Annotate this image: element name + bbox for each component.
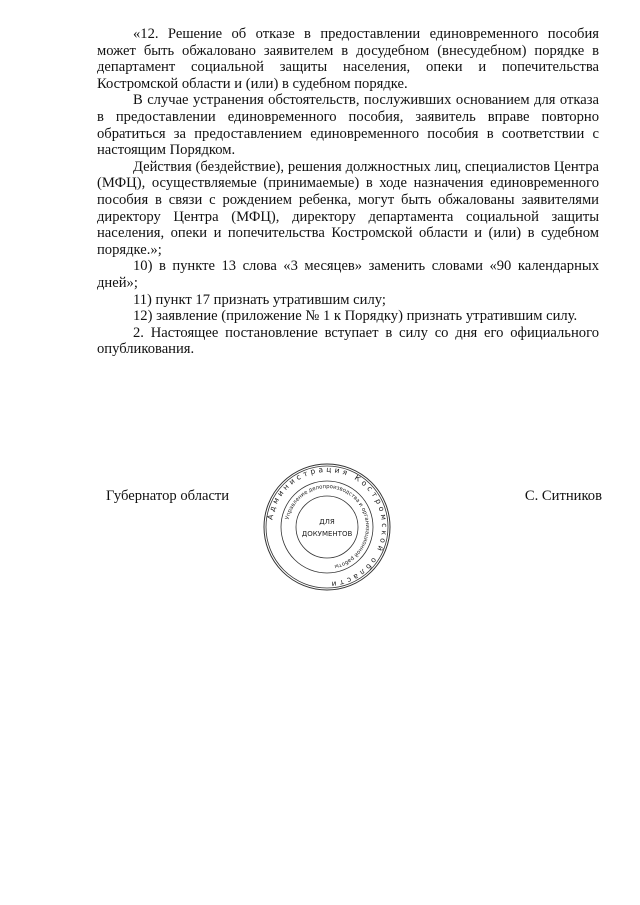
stamp-center-line2: ДОКУМЕНТОВ	[301, 530, 353, 538]
paragraph-item-11: 11) пункт 17 признать утратившим силу;	[133, 291, 386, 308]
stamp-inner-text: Управление делопроизводства и организационной работы	[284, 483, 371, 570]
paragraph-actions: Действия (бездействие), решения должностных лиц, специалистов Центра (МФЦ), осуществляемые (принимаемые) в ходе назначения единовременного пособия в связи с рождением ребенка, могут быть обжалованы заявителями директору Центра (МФЦ), директору департамента социальной защиты населения, опеки и попечительства Костромской области и (или) в судебном порядке.»;	[97, 158, 599, 258]
paragraph-reapply: В случае устранения обстоятельств, послуживших основанием для отказа в предоставлении единовременного пособия, заявитель вправе повторно обратиться за предоставлением единовременного пособия в соответствии с настоящим Порядком.	[97, 92, 599, 159]
official-stamp	[262, 462, 392, 592]
paragraph-item-10: 10) в пункте 13 слова «3 месяцев» заменить словами «90 календарных дней»;	[97, 258, 599, 291]
stamp-center-line1: ДЛЯ	[319, 518, 335, 526]
document-body	[97, 26, 599, 358]
signatory-name: С. Ситников	[524, 488, 602, 504]
signatory-position: Губернатор области	[106, 488, 230, 504]
paragraph-item-12: 12) заявление (приложение № 1 к Порядку) признать утратившим силу.	[133, 308, 578, 325]
paragraph-effective: 2. Настоящее постановление вступает в силу со дня его официального опубликования.	[97, 324, 599, 358]
paragraph-appeal: «12. Решение об отказе в предоставлении единовременного пособия может быть обжаловано заявителем в досудебном (внесудебном) порядке в департамент социальной защиты населения, опеки и попечительства Костромской области и (или) в судебном порядке.	[97, 26, 599, 92]
stamp-outer-text: Администрация Костромской области	[265, 464, 390, 590]
